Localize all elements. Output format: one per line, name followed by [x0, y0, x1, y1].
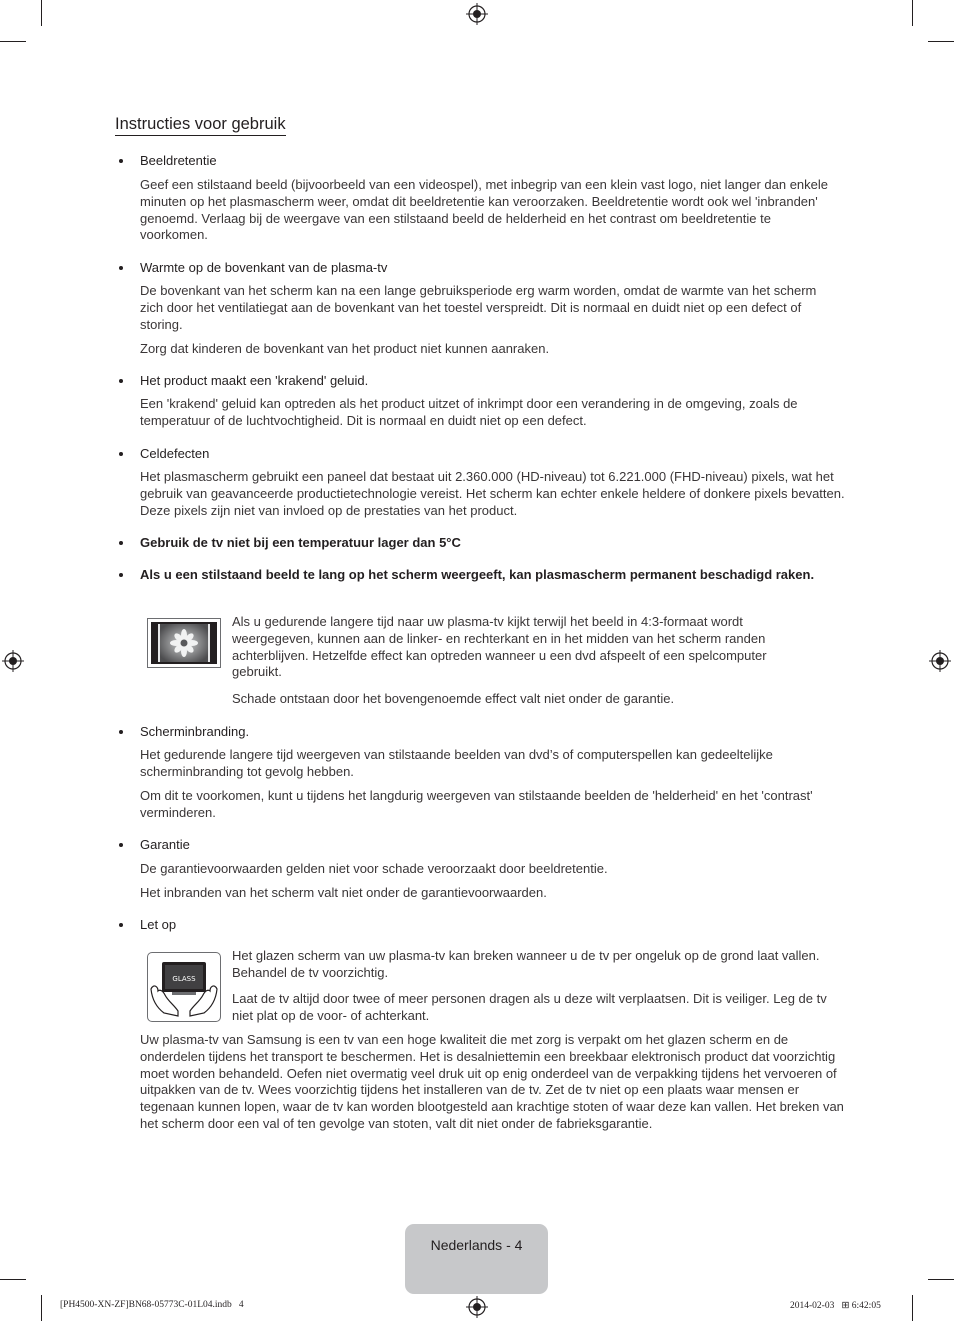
- item-heading: Scherminbranding.: [140, 724, 250, 739]
- print-slug-file: [PH4500-XN-ZF]BN68-05773C-01L04.indb 4: [60, 1300, 244, 1310]
- crop-mark: [41, 1295, 42, 1321]
- bullet-icon: [119, 730, 123, 734]
- item-paragraph: De bovenkant van het scherm kan na een lange gebruiksperiode erg warm worden, omdat de warmte van het scherm zich door het ventilatiegat aan de bovenkant van het toestel verspreidt. Dit is normaal en duidt niet op een defect of storing.: [140, 283, 817, 332]
- item-heading: Celdefecten: [140, 446, 210, 461]
- glass-illustration: [147, 952, 221, 1022]
- item-heading: Garantie: [140, 837, 190, 852]
- flower-screen-icon: [148, 619, 220, 667]
- item-paragraph: Laat de tv altijd door twee of meer personen dragen als u deze wilt verplaatsen. Dit is veiliger. Leg de tv niet plat op de voor- of achterkant.: [232, 991, 827, 1023]
- crop-mark: [912, 0, 913, 26]
- item-heading: Als u een stilstaand beeld te lang op het scherm weergeeft, kan plasmascherm permanent beschadigd raken.: [140, 567, 815, 582]
- page-number-label: Nederlands - 4: [430, 1237, 523, 1253]
- crop-mark: [41, 0, 42, 26]
- registration-mark-icon: [466, 1296, 488, 1318]
- item-heading: Let op: [140, 917, 177, 932]
- crop-mark: [0, 41, 26, 42]
- crop-mark: [928, 1279, 954, 1280]
- bullet-icon: [119, 573, 123, 577]
- item-paragraph: Geef een stilstaand beeld (bijvoorbeeld van een videospel), met inbegrip van een klein vast logo, niet langer dan enkele minuten op het plasmascherm weer, omdat dit beeldretentie kan veroorzaken. Beeldretentie wordt ook wel 'inbranden' genoemd. Verlaag bij de weergave van een stilstaand beeld de helderheid en het contrast om beeldretentie te voorkomen.: [140, 177, 829, 243]
- item-paragraph: De garantievoorwaarden gelden niet voor schade veroorzaakt door beeldretentie.: [140, 861, 608, 876]
- bullet-icon: [119, 541, 123, 545]
- item-paragraph: Het inbranden van het scherm valt niet onder de garantievoorwaarden.: [140, 885, 547, 900]
- bullet-icon: [119, 843, 123, 847]
- crop-mark: [928, 41, 954, 42]
- item-paragraph: Het gedurende langere tijd weergeven van stilstaande beelden van dvd’s of computerspellen kan gedeeltelijke scherminbranding tot gevolg hebben.: [140, 747, 773, 779]
- crop-mark: [912, 1295, 913, 1321]
- bullet-icon: [119, 379, 123, 383]
- crop-mark: [0, 1279, 26, 1280]
- page-number-tab: [405, 1224, 548, 1294]
- item-paragraph: Om dit te voorkomen, kunt u tijdens het langdurig weergeven van stilstaande beelden de 'helderheid' en het 'contrast' verminderen.: [140, 788, 813, 820]
- bullet-icon: [119, 452, 123, 456]
- bullet-icon: [119, 159, 123, 163]
- glass-label: GLASS: [172, 975, 196, 983]
- item-paragraph: Het plasmascherm gebruikt een paneel dat bestaat uit 2.360.000 (HD-niveau) tot 6.221.000 (FHD-niveau) pixels, wat het gebruik van geavanceerde productietechnologie vereist. Het scherm kan echter enkele heldere of donkere pixels bevatten. Deze pixels zijn niet van invloed op de prestaties van het product.: [140, 469, 845, 518]
- item-heading: Beeldretentie: [140, 153, 217, 168]
- item-paragraph: Een 'krakend' geluid kan optreden als het product uitzet of inkrimpt door een verandering in de omgeving, zoals de temperatuur of de luchtvochtigheid. Dit is normaal en duidt niet op een defect.: [140, 396, 798, 428]
- bullet-icon: [119, 923, 123, 927]
- registration-mark-icon: [2, 650, 24, 672]
- item-paragraph: Het glazen scherm van uw plasma-tv kan breken wanneer u de tv per ongeluk op de grond laat vallen. Behandel de tv voorzichtig.: [232, 948, 820, 980]
- registration-mark-icon: [466, 3, 488, 25]
- section-title: Instructies voor gebruik: [115, 114, 286, 136]
- item-heading: Gebruik de tv niet bij een temperatuur lager dan 5°C: [140, 535, 461, 550]
- item-paragraph: Als u gedurende langere tijd naar uw plasma-tv kijkt terwijl het beeld in 4:3-formaat wordt weergegeven, kunnen aan de linker- en rechterkant en in het midden van het scherm randen achterblijven. Hetzelfde effect kan optreden wanneer u een dvd afspeelt of een spelcomputer gebruikt.: [232, 614, 767, 680]
- bullet-icon: [119, 266, 123, 270]
- item-paragraph: Schade ontstaan door het bovengenoemde effect valt niet onder de garantie.: [232, 691, 675, 706]
- item-paragraph: Zorg dat kinderen de bovenkant van het product niet kunnen aanraken.: [140, 341, 550, 356]
- item-heading: Warmte op de bovenkant van de plasma-tv: [140, 260, 388, 275]
- print-slug-timestamp: 2014-02-03 ⊞ 6:42:05: [790, 1301, 881, 1311]
- registration-mark-icon: [929, 650, 951, 672]
- hands-holding-tv-icon: [148, 953, 220, 1021]
- item-heading: Het product maakt een 'krakend' geluid.: [140, 373, 369, 388]
- item-paragraph: Uw plasma-tv van Samsung is een tv van een hoge kwaliteit die met zorg is verpakt om het glazen scherm en de onderdelen tijdens het transport te beschermen. Het is desalniettemin een breekbaar elektronisch product dat voorzichtig moet worden behandeld. Oefen niet overmatig veel druk uit op enig onderdeel van de verpakking tijdens het vervoeren of uitpakken van de tv. Wees voorzichtig tijdens het installeren van de tv. Zet de tv niet op een plaats waar mensen er tegenaan kunnen lopen, waar de tv kan worden blootgesteld aan krachtige stoten of waar deze kan vallen. Het breken van het scherm door een val of ten gevolge van stoten, valt dit niet onder de fabrieksgarantie.: [140, 1032, 844, 1131]
- burn-in-illustration: [147, 618, 221, 668]
